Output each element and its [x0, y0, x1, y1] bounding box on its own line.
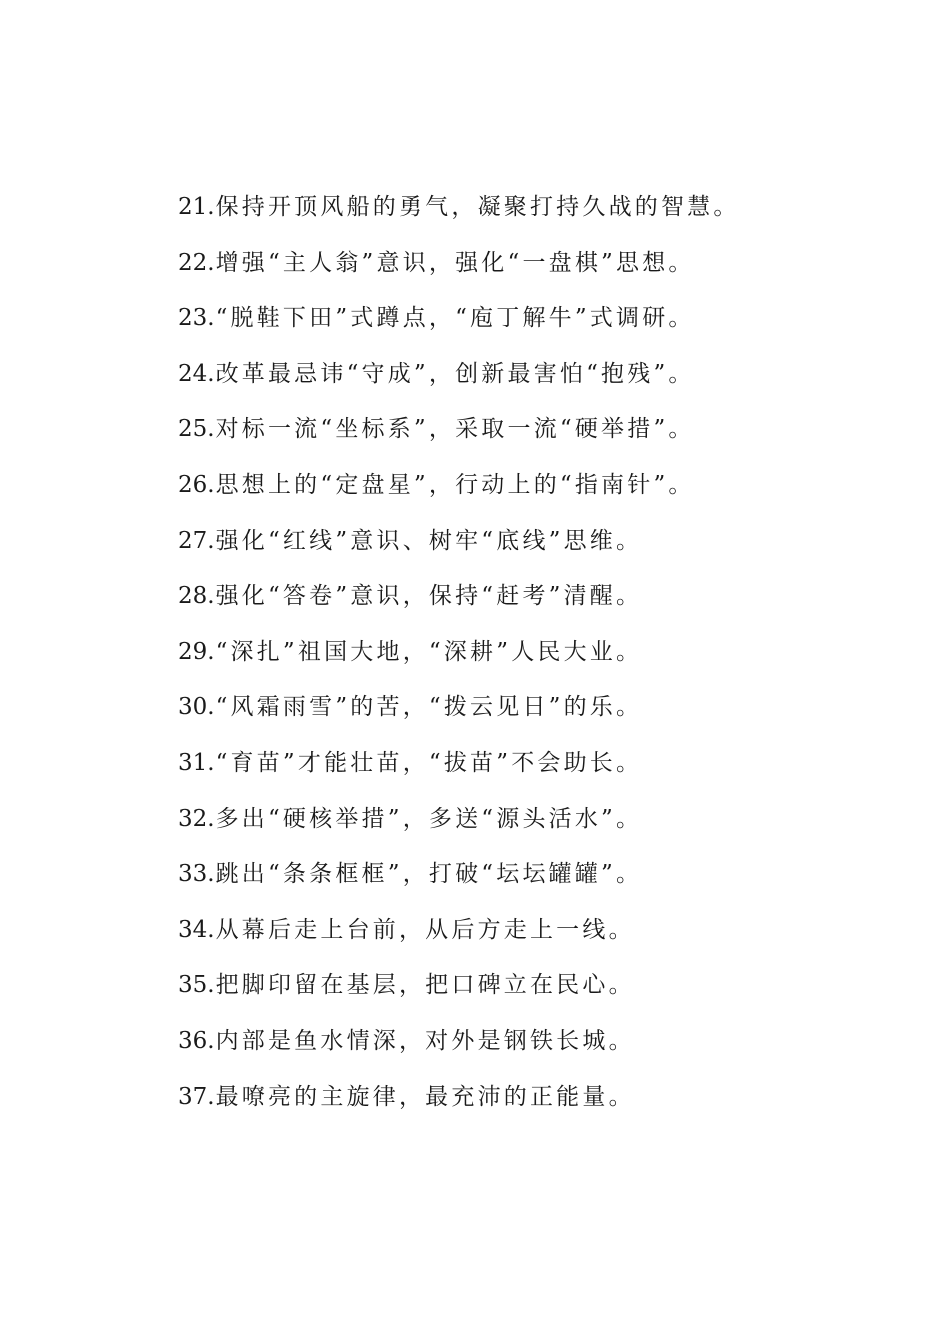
list-item [178, 1022, 740, 1078]
item-text: 内部是鱼水情深，对外是钢铁长城。 [215, 1027, 635, 1054]
item-text: 改革最忌讳“守成”，创新最害怕“抱残”。 [215, 360, 695, 387]
item-text: 强化“红线”意识、树牢“底线”思维。 [215, 527, 643, 554]
item-text: 把脚印留在基层，把口碑立在民心。 [215, 972, 635, 999]
item-number: 32. [178, 805, 215, 832]
item-number: 36. [178, 1027, 215, 1054]
item-number: 25. [178, 416, 215, 443]
item-text: 保持开顶风船的勇气，凝聚打持久战的智慧。 [215, 194, 740, 220]
item-number: 30. [178, 694, 215, 721]
item-number: 24. [178, 360, 215, 387]
item-number: 37. [178, 1083, 215, 1110]
item-text: 增强“主人翁”意识，强化“一盘棋”思想。 [215, 249, 695, 276]
item-number: 28. [178, 583, 215, 610]
list-item [178, 911, 740, 967]
list-item [178, 800, 740, 856]
item-number: 21. [178, 194, 215, 220]
item-number: 35. [178, 972, 215, 999]
list-item [178, 966, 740, 1022]
phrase-list [178, 188, 740, 1133]
list-item [178, 299, 740, 355]
list-item [178, 633, 740, 689]
list-item [178, 244, 740, 300]
item-number: 29. [178, 638, 215, 665]
list-item [178, 355, 740, 411]
item-number: 26. [178, 471, 215, 498]
item-number: 22. [178, 249, 215, 276]
item-text: 最嘹亮的主旋律，最充沛的正能量。 [215, 1083, 635, 1110]
item-text: “风霜雨雪”的苦，“拨云见日”的乐。 [215, 694, 643, 721]
item-number: 34. [178, 916, 215, 943]
item-text: 思想上的“定盘星”，行动上的“指南针”。 [215, 471, 695, 498]
item-text: “育苗”才能壮苗，“拔苗”不会助长。 [215, 749, 643, 776]
list-item [178, 466, 740, 522]
list-item [178, 577, 740, 633]
list-item [178, 522, 740, 578]
list-item [178, 744, 740, 800]
list-item [178, 688, 740, 744]
list-item [178, 410, 740, 466]
list-item [178, 855, 740, 911]
item-text: 从幕后走上台前，从后方走上一线。 [215, 916, 635, 943]
item-number: 33. [178, 861, 215, 888]
item-text: 跳出“条条框框”，打破“坛坛罐罐”。 [215, 861, 643, 888]
item-text: 对标一流“坐标系”，采取一流“硬举措”。 [215, 416, 695, 443]
item-text: “深扎”祖国大地，“深耕”人民大业。 [215, 638, 643, 665]
item-number: 27. [178, 527, 215, 554]
list-item [178, 1078, 740, 1134]
list-item [178, 188, 740, 244]
item-number: 31. [178, 749, 215, 776]
item-text: 强化“答卷”意识，保持“赶考”清醒。 [215, 583, 643, 610]
item-text: 多出“硬核举措”，多送“源头活水”。 [215, 805, 643, 832]
item-text: “脱鞋下田”式蹲点，“庖丁解牛”式调研。 [215, 305, 695, 332]
item-number: 23. [178, 305, 215, 332]
